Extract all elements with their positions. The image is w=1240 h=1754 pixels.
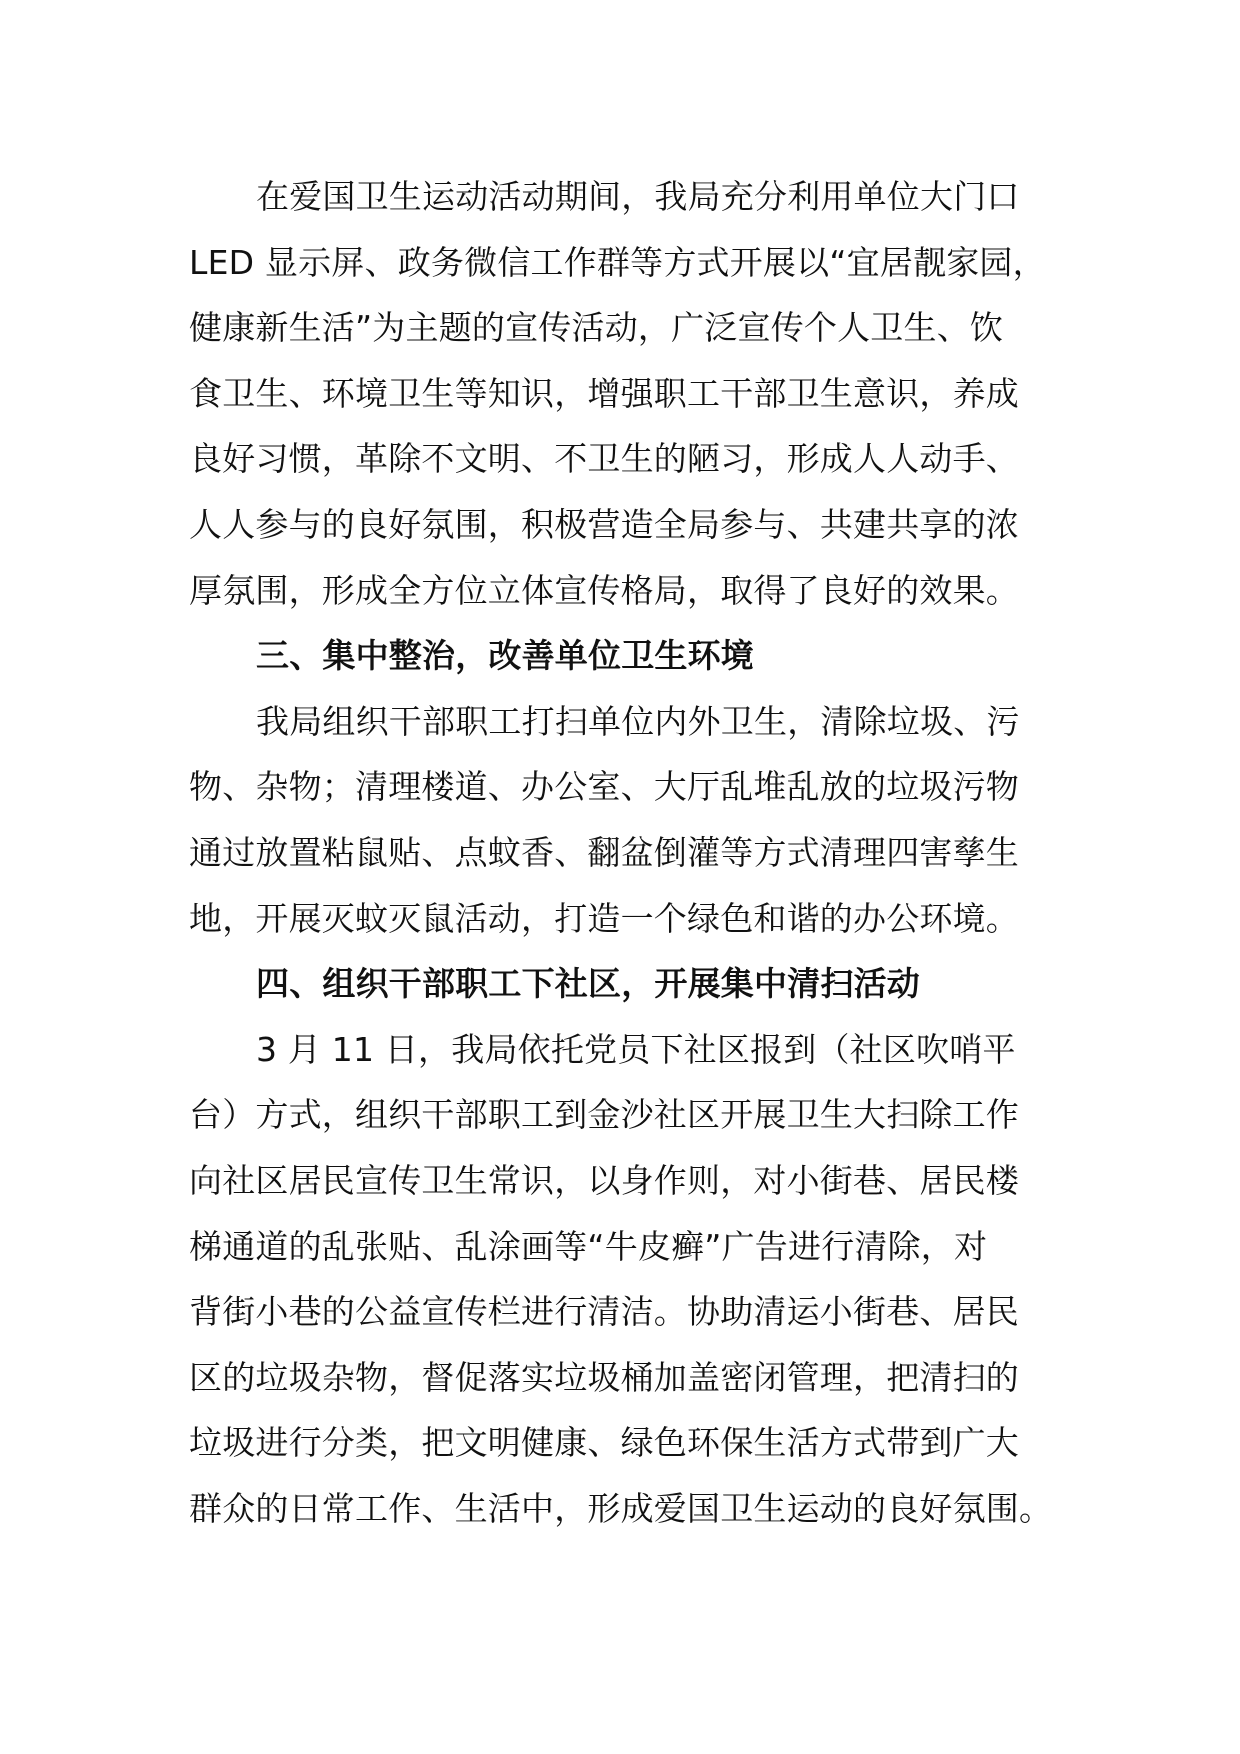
paragraph-line: 梯通道的乱张贴、乱涂画等“牛皮癣”广告进行清除，对	[189, 1226, 988, 1266]
paragraph-line: 我局组织干部职工打扫单位内外卫生，清除垃圾、污	[256, 701, 1020, 741]
paragraph-line: 通过放置粘鼠贴、点蚊香、翻盆倒灌等方式清理四害孳生	[189, 832, 1019, 872]
paragraph-line: 地，开展灭蚊灭鼠活动，打造一个绿色和谐的办公环境。	[189, 898, 1019, 938]
paragraph-line: 群众的日常工作、生活中，形成爱国卫生运动的良好氛围。	[189, 1488, 1053, 1528]
paragraph-line: 良好习惯，革除不文明、不卫生的陋习，形成人人动手、	[189, 439, 1019, 479]
paragraph-line: 在爱国卫生运动活动期间，我局充分利用单位大门口	[256, 177, 1020, 216]
paragraph-line: 3 月 11 日，我局依托党员下社区报到（社区吹哨平	[256, 1029, 1016, 1069]
paragraph-line: 背街小巷的公益宣传栏进行清洁。协助清运小街巷、居民	[189, 1292, 1019, 1332]
paragraph-line: 垃圾进行分类，把文明健康、绿色环保生活方式带到广大	[189, 1423, 1019, 1463]
paragraph-line: 健康新生活”为主题的宣传活动，广泛宣传个人卫生、饮	[189, 308, 1004, 348]
paragraph-line: 食卫生、环境卫生等知识，增强职工干部卫生意识，养成	[189, 373, 1019, 413]
paragraph-line: 区的垃圾杂物，督促落实垃圾桶加盖密闭管理，把清扫的	[189, 1357, 1019, 1397]
paragraph-line: 人人参与的良好氛围，积极营造全局参与、共建共享的浓	[189, 504, 1019, 544]
paragraph-line: 物、杂物；清理楼道、办公室、大厅乱堆乱放的垃圾污物	[189, 767, 1019, 807]
section-heading: 三、集中整治，改善单位卫生环境	[256, 636, 754, 676]
paragraph-line: 向社区居民宣传卫生常识，以身作则，对小街巷、居民楼	[189, 1160, 1019, 1200]
paragraph-line: 厚氛围，形成全方位立体宣传格局，取得了良好的效果。	[189, 570, 1019, 610]
document-body	[189, 164, 1069, 1541]
paragraph-line: LED 显示屏、政务微信工作群等方式开展以“宜居靓家园，	[189, 242, 1046, 282]
section-heading: 四、组织干部职工下社区，开展集中清扫活动	[256, 964, 920, 1004]
paragraph-line: 台）方式，组织干部职工到金沙社区开展卫生大扫除工作	[189, 1095, 1019, 1135]
